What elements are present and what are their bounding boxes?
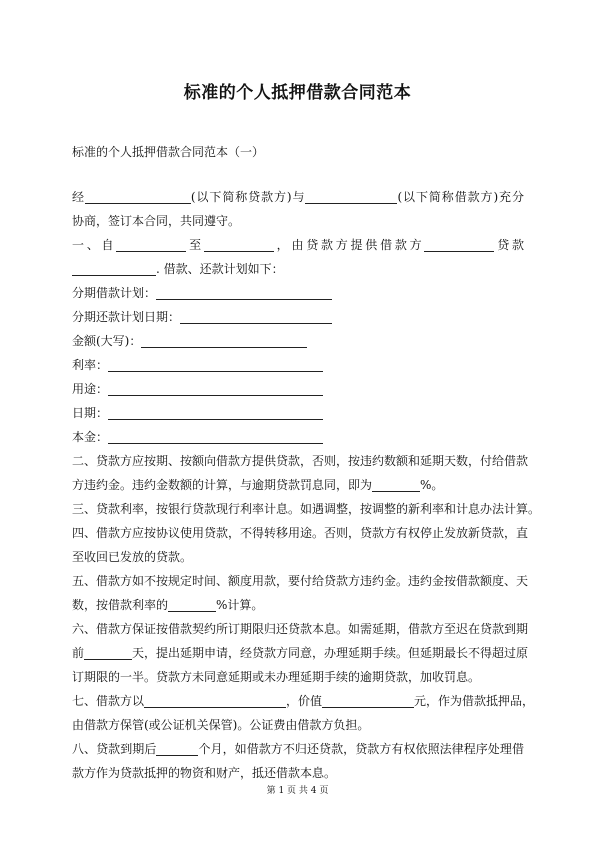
text-span: 一、自 <box>72 238 117 252</box>
blank-field <box>180 309 332 324</box>
plan-line-rate <box>72 353 524 377</box>
blank-field <box>108 405 323 420</box>
contract-line-clause-2 <box>72 449 529 473</box>
contract-line-clause-4-cont <box>72 545 524 569</box>
blank-field <box>305 189 397 204</box>
plan-line-purpose <box>72 377 524 401</box>
text-span: 前 <box>72 646 85 660</box>
text-span: 六、借款方保证按借款契约所订期限归还贷款本息。如需延期，借款方至迟在贷款到期 <box>72 622 529 636</box>
text-span: 贷款 <box>494 238 524 252</box>
plan-line-amount <box>72 329 524 353</box>
text-span: ，价值 <box>286 694 323 708</box>
text-span: %。 <box>420 478 444 492</box>
contract-line-clause-5 <box>72 569 529 593</box>
text-span: %计算。 <box>216 598 264 612</box>
text-span: 七、借款方以 <box>72 694 145 708</box>
text-span: 元，作为借款抵押品， <box>414 694 535 708</box>
contract-line-agreement <box>72 209 524 233</box>
text-span: (以下简称借款方)充分 <box>397 190 524 204</box>
text-span: ，由贷款方提供借款方 <box>273 238 425 252</box>
blank-field <box>372 477 420 492</box>
text-span: 至 <box>186 238 204 252</box>
text-span: 至收回已发放的贷款。 <box>72 550 193 564</box>
text-span: 五、借款方如不按规定时间、额度用款，要付给贷款方违约金。违约金按借款额度、天 <box>72 574 529 588</box>
blank-field <box>72 261 156 276</box>
field-label: 分期还款计划日期： <box>72 310 181 324</box>
plan-line-date <box>72 401 524 425</box>
text-span: 方违约金。违约金数额的计算，与逾期贷款罚息同，即为 <box>72 478 373 492</box>
blank-field <box>322 693 414 708</box>
contract-line-clause-4 <box>72 521 529 545</box>
text-span: 由借款方保管(或公证机关保管)。公证费由借款方负担。 <box>72 718 370 732</box>
blank-field <box>156 741 198 756</box>
blank-field <box>116 237 186 252</box>
blank-field <box>168 597 216 612</box>
blank-field <box>85 189 191 204</box>
contract-line-clause-6-cont <box>72 641 529 665</box>
contract-body <box>72 185 541 785</box>
text-span: 二、贷款方应按期、按额向借款方提供贷款，否则，按违约数额和延期天数，付给借款 <box>72 454 529 468</box>
blank-field <box>144 693 286 708</box>
text-span: 八、贷款到期后 <box>72 742 157 756</box>
document-subtitle: 标准的个人抵押借款合同范本（一） <box>72 145 265 159</box>
document-title: 标准的个人抵押借款合同范本 <box>183 83 412 103</box>
text-span: 款方作为贷款抵押的物资和财产，抵还借款本息。 <box>72 766 337 780</box>
text-span: 订期限的一半。贷款方未同意延期或未办理延期手续的逾期贷款，加收罚息。 <box>72 670 481 684</box>
page-number-footer: 第 1 页 共 4 页 <box>266 786 329 796</box>
blank-field <box>84 645 132 660</box>
text-span: (以下简称贷款方)与 <box>190 190 306 204</box>
plan-line-principal <box>72 425 524 449</box>
text-span: 经 <box>72 190 85 204</box>
contract-line-clause-1 <box>72 233 524 257</box>
contract-line-clause-5-cont <box>72 593 524 617</box>
contract-line-parties <box>72 185 524 209</box>
plan-line-repay-schedule <box>72 305 524 329</box>
field-label: 日期： <box>72 406 109 420</box>
field-label: 本金： <box>72 430 109 444</box>
blank-field <box>156 285 332 300</box>
blank-field <box>204 237 274 252</box>
field-label: 金额(大写)： <box>72 334 142 348</box>
contract-line-clause-7 <box>72 689 535 713</box>
text-span: . 借款、还款计划如下： <box>156 262 284 276</box>
blank-field <box>108 429 323 444</box>
contract-line-clause-8-cont <box>72 761 524 785</box>
blank-field <box>141 333 307 348</box>
text-span: 天，提出延期申请，经贷款方同意，办理延期手续。但延期最长不得超过原 <box>132 646 529 660</box>
text-span: 数，按借款利率的 <box>72 598 169 612</box>
field-label: 用途： <box>72 382 109 396</box>
contract-line-clause-6-end <box>72 665 524 689</box>
contract-line-clause-1-cont <box>72 257 524 281</box>
text-span: 四、借款方应按协议使用贷款，不得转移用途。否则，贷款方有权停止发放新贷款，直 <box>72 526 529 540</box>
field-label: 利率： <box>72 358 109 372</box>
text-span: 协商，签订本合同，共同遵守。 <box>72 214 241 228</box>
text-span: 个月，如借款方不归还贷款，贷款方有权依照法律程序处理借 <box>198 742 524 756</box>
blank-field <box>424 237 494 252</box>
plan-line-borrow-schedule <box>72 281 524 305</box>
blank-field <box>108 357 323 372</box>
contract-line-clause-3 <box>72 497 541 521</box>
contract-line-clause-6 <box>72 617 529 641</box>
field-label: 分期借款计划： <box>72 286 157 300</box>
blank-field <box>108 381 323 396</box>
text-span: 三、贷款利率，按银行贷款现行利率计息。如遇调整，按调整的新利率和计息办法计算。 <box>72 502 541 516</box>
contract-line-clause-7-cont <box>72 713 524 737</box>
contract-line-clause-8 <box>72 737 524 761</box>
contract-line-clause-2-cont <box>72 473 524 497</box>
